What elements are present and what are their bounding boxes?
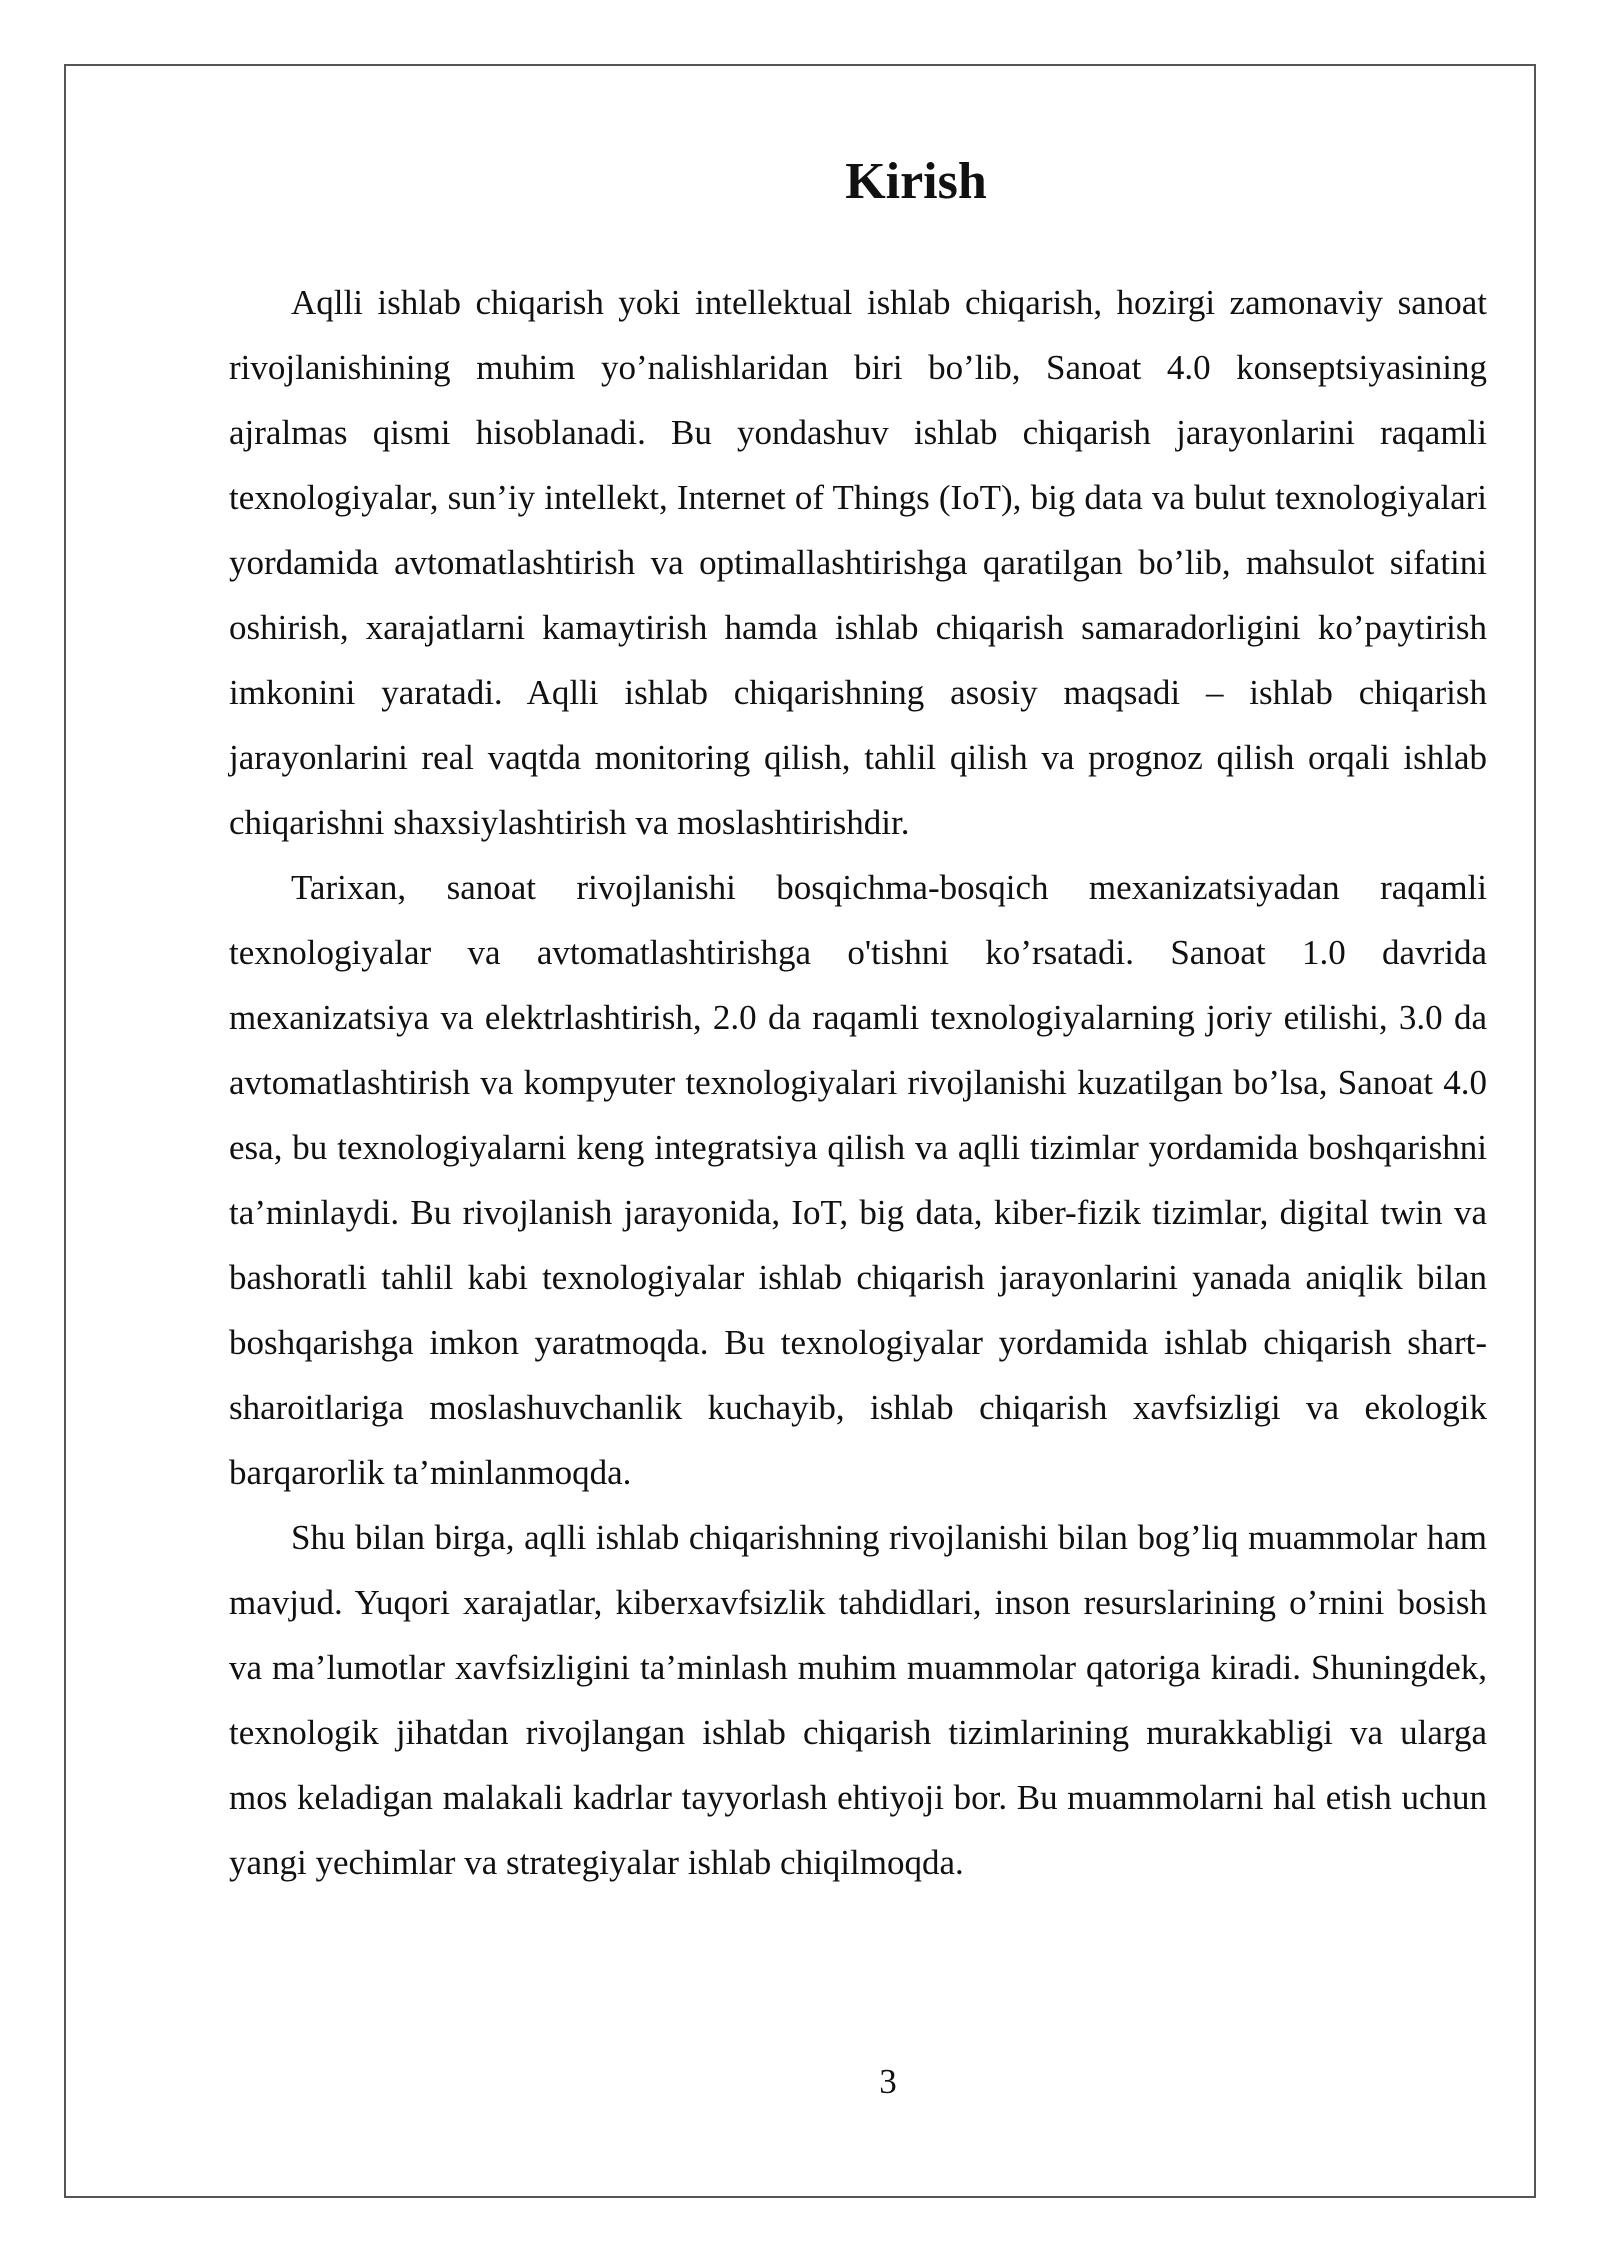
page-title: Kirish: [845, 153, 987, 210]
paragraph-1: Aqlli ishlab chiqarish yoki intellektual ishlab chiqarish, hozirgi zamonaviy sanoat rivojlanishining muhim yo’nalishlaridan biri bo’lib, Sanoat 4.0 konseptsiyasining ajralmas qismi hisoblanadi. Bu yondashuv ishlab chiqarish jarayonlarini raqamli texnologiyalar, sun’iy intellekt, Internet of Things (IoT), big data va bulut texnologiyalari yordamida avtomatlashtirish va optimallashtirishga qaratilgan bo’lib, mahsulot sifatini oshirish, xarajatlarni kamaytirish hamda ishlab chiqarish samaradorligini ko’paytirish imkonini yaratadi. Aqlli ishlab chiqarishning asosiy maqsadi – ishlab chiqarish jarayonlarini real vaqtda monitoring qilish, tahlil qilish va prognoz qilish orqali ishlab chiqarishni shaxsiylashtirish va moslashtirishdir.: [229, 283, 1487, 842]
paragraph-2: Tarixan, sanoat rivojlanishi bosqichma-bosqich mexanizatsiyadan raqamli texnologiyalar va avtomatlashtirishga o'tishni ko’rsatadi. Sanoat 1.0 davrida mexanizatsiya va elektrlashtirish, 2.0 da raqamli texnologiyalarning joriy etilishi, 3.0 da avtomatlashtirish va kompyuter texnologiyalari rivojlanishi kuzatilgan bo’lsa, Sanoat 4.0 esa, bu texnologiyalarni keng integratsiya qilish va aqlli tizimlar yordamida boshqarishni ta’minlaydi. Bu rivojlanish jarayonida, IoT, big data, kiber-fizik tizimlar, digital twin va bashoratli tahlil kabi texnologiyalar ishlab chiqarish jarayonlarini yanada aniqlik bilan boshqarishga imkon yaratmoqda. Bu texnologiyalar yordamida ishlab chiqarish shart-sharoitlariga moslashuvchanlik kuchayib, ishlab chiqarish xavfsizligi va ekologik barqarorlik ta’minlanmoqda.: [229, 868, 1487, 1492]
page-content: [229, 150, 1487, 1895]
page-number: 3: [879, 2062, 897, 2101]
paragraph-3: Shu bilan birga, aqlli ishlab chiqarishning rivojlanishi bilan bog’liq muammolar ham mavjud. Yuqori xarajatlar, kiberxavfsizlik tahdidlari, inson resurslarining o’rnini bosish va ma’lumotlar xavfsizligini ta’minlash muhim muammolar qatoriga kiradi. Shuningdek, texnologik jihatdan rivojlangan ishlab chiqarish tizimlarining murakkabligi va ularga mos keladigan malakali kadrlar tayyorlash ehtiyoji bor. Bu muammolarni hal etish uchun yangi yechimlar va strategiyalar ishlab chiqilmoqda.: [229, 1518, 1487, 1882]
